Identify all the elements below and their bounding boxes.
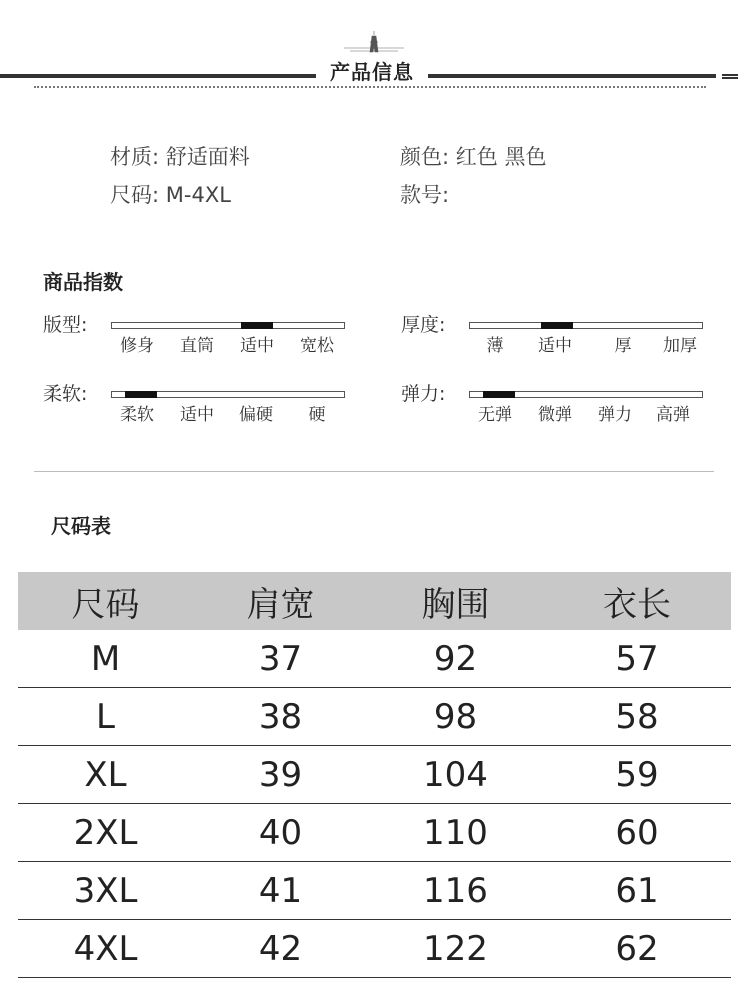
size-table-title: 尺码表 [51,514,111,538]
table-row [18,920,731,978]
length-cell: 62 [615,928,659,969]
fit-scale-bar [111,322,345,329]
header-dotted-rule [34,86,706,88]
table-row [18,688,731,746]
elasticity-option: 高弹 [656,405,690,425]
fit-scale-marker [241,322,273,329]
chest-cell: 98 [433,696,478,737]
shoulder-cell: 37 [258,638,303,679]
softness-option: 偏硬 [239,405,273,425]
softness-option: 适中 [180,405,214,425]
table-row [18,746,731,804]
eiffel-tower-icon [344,30,404,54]
size-cell: 2XL [73,812,138,853]
thickness-options [469,334,703,358]
column-header-shoulder: 肩宽 [246,584,315,625]
softness-option: 柔软 [120,405,154,425]
thickness-label: 厚度: [401,314,446,336]
chest-cell: 122 [423,928,488,969]
length-cell: 57 [615,638,659,679]
elasticity-scale-bar [469,391,703,398]
length-cell: 60 [615,812,659,853]
elasticity-scale-marker [483,391,515,398]
header-stripes [722,74,738,79]
chest-cell: 116 [423,870,488,911]
elasticity-option: 无弹 [478,405,512,425]
column-header-length: 衣长 [603,584,671,625]
index-title: 商品指数 [43,270,123,294]
size-cell: M [90,638,121,679]
shoulder-cell: 42 [258,928,303,969]
material-info [110,143,250,171]
section-divider [34,471,714,472]
thickness-scale-bar [469,322,703,329]
table-header-row [18,572,731,630]
shoulder-cell: 40 [258,812,303,853]
color-label: 颜色: [400,145,450,169]
softness-options [111,403,345,427]
style-no-info [400,181,449,209]
size-cell: L [96,696,115,737]
size-cell: 4XL [73,928,138,969]
fit-option: 宽松 [300,336,334,356]
softness-label: 柔软: [43,383,88,405]
material-value: 舒适面料 [165,145,250,169]
thickness-option: 加厚 [663,336,697,356]
column-header-size: 尺码 [71,584,140,625]
softness-scale-bar [111,391,345,398]
fit-options [111,334,345,358]
shoulder-cell: 38 [258,696,303,737]
color-info [400,143,546,171]
chest-cell: 92 [433,638,478,679]
softness-scale-marker [125,391,157,398]
size-cell: XL [84,754,127,795]
header-rule-right [428,74,716,78]
material-label: 材质: [110,145,160,169]
table-row [18,804,731,862]
length-cell: 58 [615,696,659,737]
style-no-label: 款号: [400,183,450,207]
page-title: 产品信息 [330,60,414,84]
color-value: 红色 黑色 [455,145,547,169]
header-rule-left [0,74,316,78]
table-row [18,630,731,688]
elasticity-label: 弹力: [401,383,446,405]
elasticity-option: 弹力 [598,405,632,425]
thickness-option: 厚 [614,336,632,356]
size-info [110,181,231,209]
chest-cell: 110 [423,812,488,853]
shoulder-cell: 41 [258,870,303,911]
size-label: 尺码: [110,183,160,207]
table-row [18,862,731,920]
fit-option: 直筒 [180,336,214,356]
size-table [18,572,731,978]
fit-label: 版型: [43,314,88,336]
size-value: M-4XL [165,183,231,207]
elasticity-options [469,403,703,427]
size-cell: 3XL [73,870,138,911]
shoulder-cell: 39 [258,754,303,795]
fit-option: 适中 [240,336,274,356]
elasticity-option: 微弹 [538,405,572,425]
thickness-option: 适中 [538,336,572,356]
length-cell: 59 [615,754,659,795]
thickness-option: 薄 [486,336,504,356]
thickness-scale-marker [541,322,573,329]
column-header-chest: 胸围 [421,584,490,625]
chest-cell: 104 [423,754,488,795]
length-cell: 61 [615,870,659,911]
softness-option: 硬 [308,405,326,425]
fit-option: 修身 [120,336,154,356]
